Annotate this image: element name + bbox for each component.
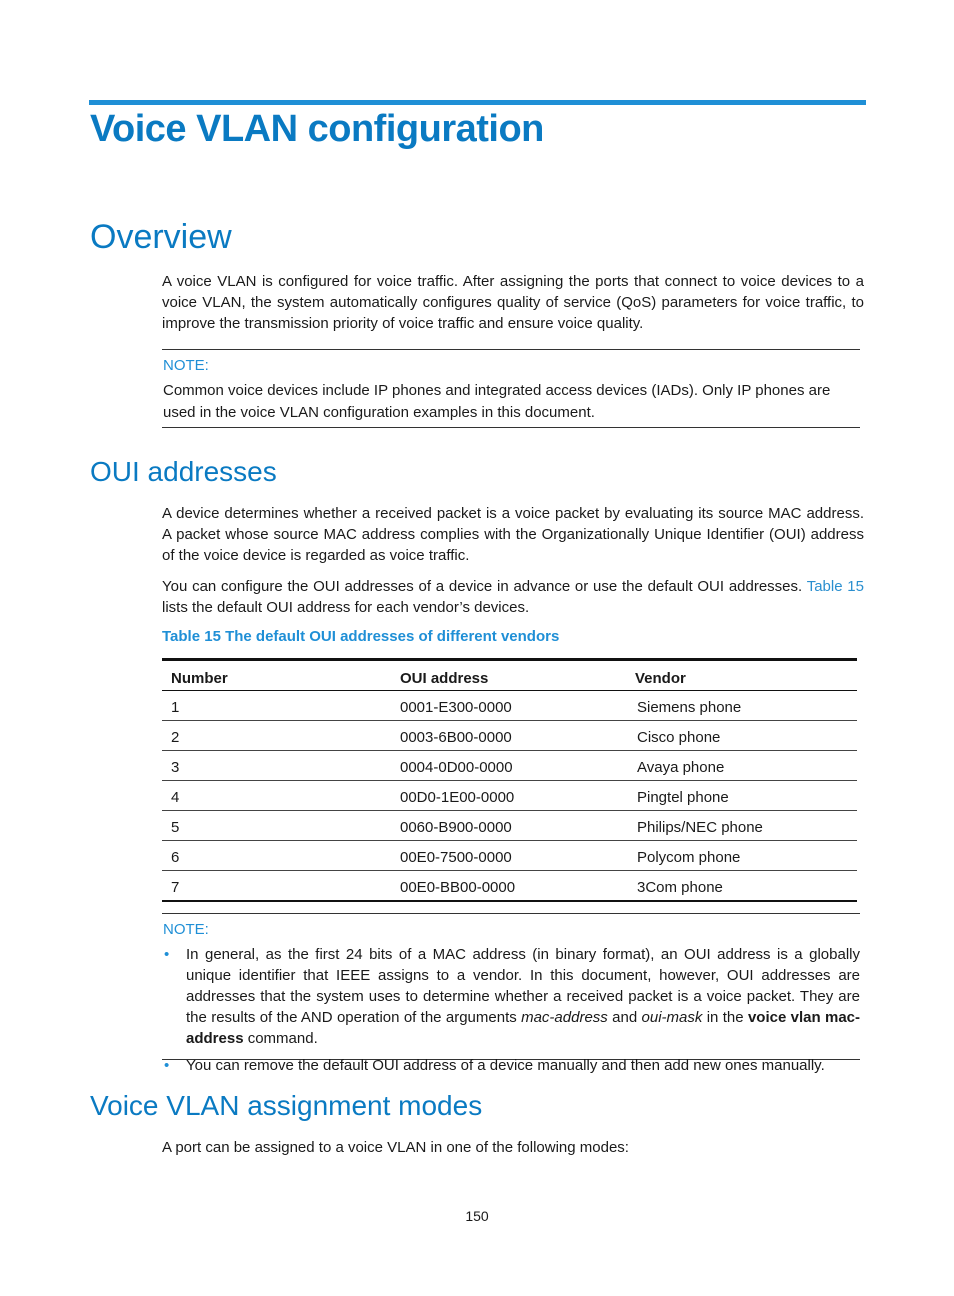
header-number: Number: [171, 670, 228, 687]
cell-oui: 0060-B900-0000: [391, 811, 626, 841]
oui-paragraph-2-text-b: lists the default OUI address for each vendor’s devices.: [162, 599, 530, 616]
oui-paragraph-1: A device determines whether a received packet is a voice packet by evaluating its source MAC address. A packet whose source MAC address complies with the Organizationally Unique Identifier (OUI) address of the voice device is regarded as voice traffic.: [162, 505, 864, 564]
overview-paragraph: A voice VLAN is configured for voice traffic. After assigning the ports that connect to voice devices to a voice VLAN, the system automatically configures quality of service (QoS) parameters for voice traffic, to improve the transmission priority of voice traffic and ensure voice quality.: [162, 273, 864, 332]
cell-number: 3: [162, 751, 391, 781]
table-row: [162, 841, 857, 871]
cell-vendor: Pingtel phone: [626, 781, 857, 811]
note-text: in the: [702, 1009, 748, 1026]
cell-vendor: Philips/NEC phone: [626, 811, 857, 841]
note-label: NOTE:: [163, 921, 209, 938]
note-text: In general, as the first 24 bits of a MAC address (in binary format), an OUI address is a globally unique identifier that IEEE assigns to a vendor. In this document, however, OUI addresses are addresses that the system uses to determine whether a received packet is a voice packet. They are the results of the AND operation of the arguments: [186, 946, 860, 1026]
cell-number: 5: [162, 811, 391, 841]
cell-number: 1: [162, 691, 391, 721]
cell-number: 4: [162, 781, 391, 811]
cell-oui: 00E0-7500-0000: [391, 841, 626, 871]
note-text: You can remove the default OUI address of a device manually and then add new ones manually.: [186, 1057, 825, 1074]
list-item: [162, 1055, 860, 1076]
command-name: voice vlan mac-address: [186, 1009, 861, 1047]
cell-oui: 0004-0D00-0000: [391, 751, 626, 781]
chapter-title: Voice VLAN configuration: [90, 108, 544, 150]
cell-oui: 0001-E300-0000: [391, 691, 626, 721]
overview-heading: Overview: [90, 218, 232, 256]
argument-mac-address: mac-address: [521, 1009, 608, 1026]
cell-vendor: Polycom phone: [626, 841, 857, 871]
cell-number: 6: [162, 841, 391, 871]
note-text: Common voice devices include IP phones and integrated access devices (IADs). Only IP phones are used in the voice VLAN configuration examples in this document.: [163, 382, 831, 421]
table-15-link[interactable]: Table 15: [806, 578, 864, 595]
header-oui-address: OUI address: [400, 670, 489, 687]
oui-paragraph-2-text-a: You can configure the OUI addresses of a device in advance or use the default OUI addresses.: [162, 578, 807, 595]
table-caption: Table 15 The default OUI addresses of different vendors: [162, 628, 560, 645]
oui-paragraph-2: [162, 576, 864, 618]
assignment-paragraph: A port can be assigned to a voice VLAN in one of the following modes:: [162, 1139, 629, 1156]
bullet-icon: •: [164, 946, 170, 963]
table-header-row: [162, 660, 857, 691]
cell-number: 2: [162, 721, 391, 751]
table-row: [162, 871, 857, 902]
table-row: [162, 781, 857, 811]
table-row: [162, 751, 857, 781]
note-list: [162, 944, 860, 1076]
list-item: [162, 944, 860, 1049]
oui-heading: OUI addresses: [90, 456, 277, 487]
cell-oui: 00E0-BB00-0000: [391, 871, 626, 902]
cell-oui: 0003-6B00-0000: [391, 721, 626, 751]
cell-vendor: Siemens phone: [626, 691, 857, 721]
table-row: [162, 691, 857, 721]
cell-vendor: Cisco phone: [626, 721, 857, 751]
cell-vendor: Avaya phone: [626, 751, 857, 781]
chapter-top-rule: [89, 100, 866, 105]
note-text: and: [607, 1009, 642, 1026]
cell-number: 7: [162, 871, 391, 902]
note-label: NOTE:: [163, 357, 209, 374]
page-number: 150: [465, 1208, 489, 1224]
cell-oui: 00D0-1E00-0000: [391, 781, 626, 811]
note-text: command.: [243, 1030, 318, 1047]
cell-vendor: 3Com phone: [626, 871, 857, 902]
header-vendor: Vendor: [635, 670, 686, 687]
bullet-icon: •: [164, 1057, 170, 1074]
argument-oui-mask: oui-mask: [641, 1009, 703, 1026]
oui-note: [162, 913, 861, 1074]
assignment-heading: Voice VLAN assignment modes: [90, 1090, 483, 1121]
table-row: [162, 721, 857, 751]
oui-table: [162, 658, 857, 902]
table-row: [162, 811, 857, 841]
overview-note: [162, 349, 860, 428]
